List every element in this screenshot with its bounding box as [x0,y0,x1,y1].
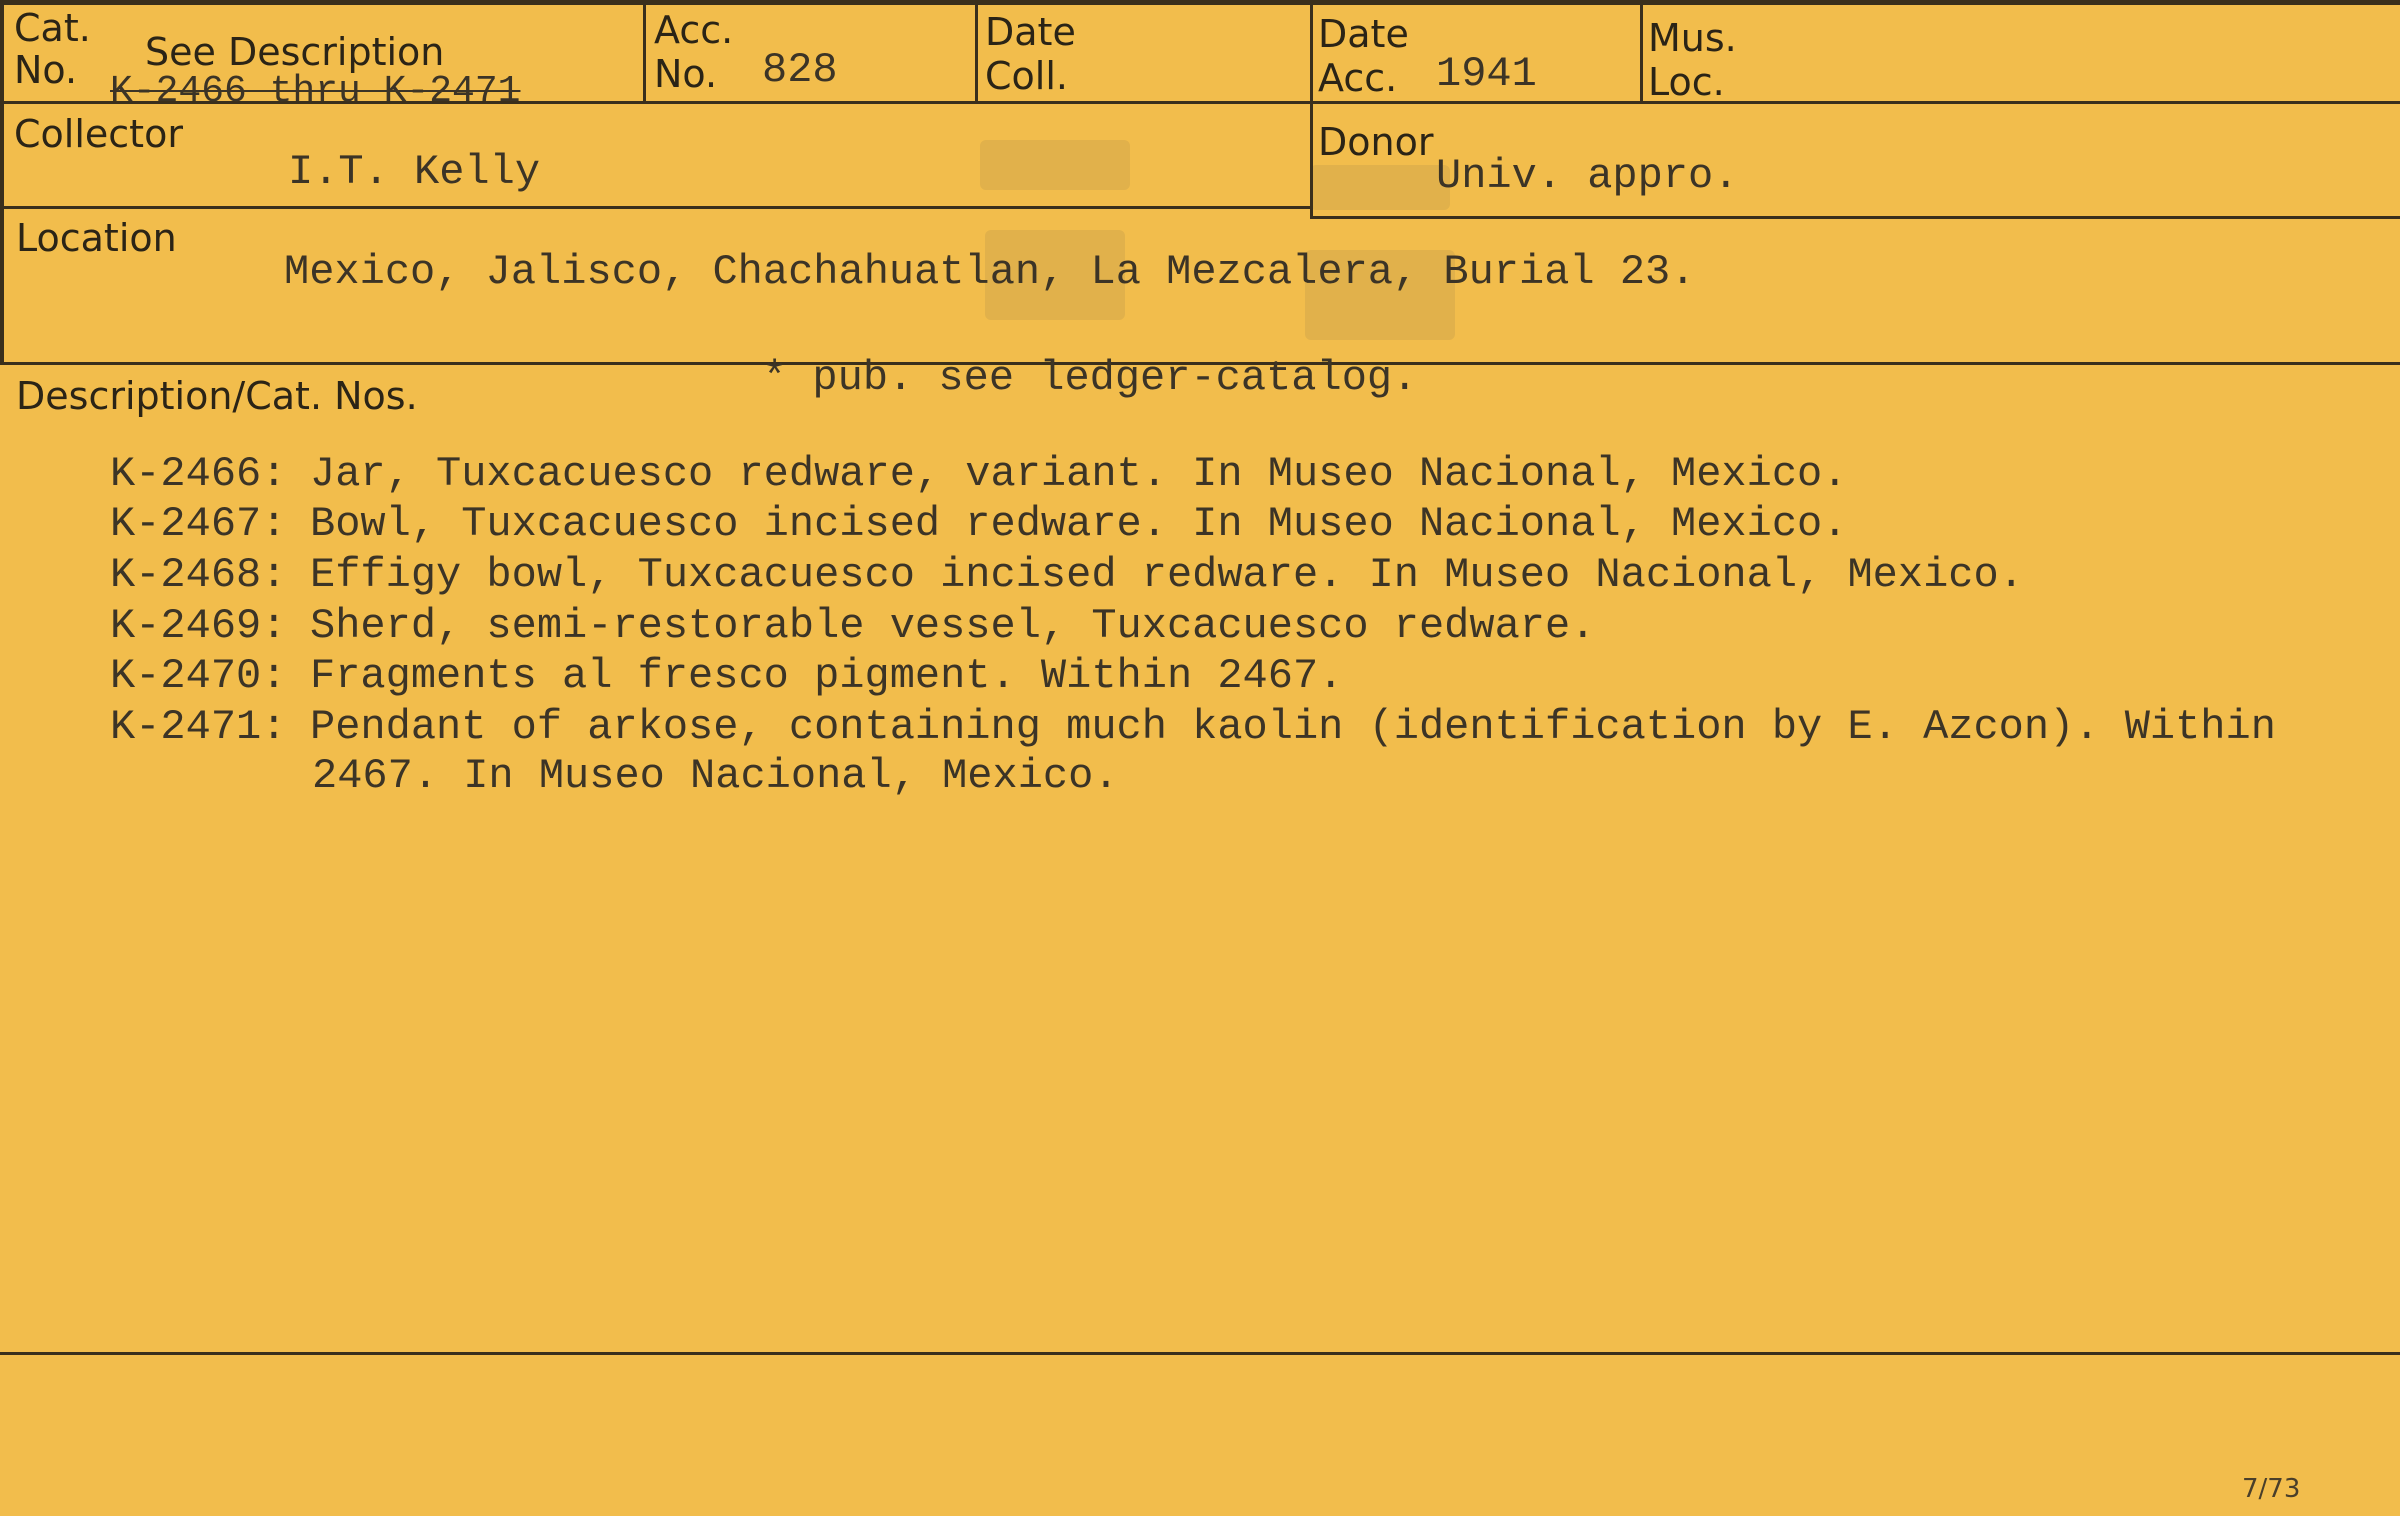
mus-loc-label-top: Mus. [1648,16,1737,60]
entry-number: K-2470: [110,652,287,700]
date-acc-label-top: Date [1318,12,1409,56]
bleed-mark [1310,165,1450,210]
cat-no-value: See Description [145,30,445,74]
left-border [0,0,4,365]
cat-no-label-top: Cat. [14,6,91,50]
entry-text: Sherd, semi-restorable vessel, Tuxcacuesco redware. [310,602,1596,650]
collector-label: Collector [14,112,183,156]
entry-text: Fragments al fresco pigment. Within 2467. [310,652,1344,700]
entry-text: Effigy bowl, Tuxcacuesco incised redware. In Museo Nacional, Mexico. [310,551,2024,599]
description-entry [110,602,1595,650]
entry-text: Jar, Tuxcacuesco redware, variant. In Museo Nacional, Mexico. [310,450,1848,498]
acc-no-value: 828 [762,46,838,94]
description-entry [110,703,2276,751]
mus-loc-label-bottom: Loc. [1648,60,1725,104]
entry-number: K-2469: [110,602,287,650]
entry-number: K-2466: [110,450,287,498]
entry-number: K-2467: [110,500,287,548]
donor-label: Donor [1318,120,1434,164]
top-border [0,0,2400,5]
divider-date-acc [1310,0,1313,218]
footer-rule [0,1352,2400,1355]
description-entry [110,551,2024,599]
divider-date-coll [975,0,978,104]
date-coll-label-bottom: Coll. [985,54,1068,98]
cat-no-struck-range: K-2466 thru K-2471 [110,70,521,113]
divider-mus-loc [1640,0,1643,104]
collector-value: I.T. Kelly [288,148,541,196]
entry-number: K-2468: [110,551,287,599]
date-acc-value: 1941 [1436,50,1537,98]
cat-no-label-bottom: No. [14,48,78,92]
acc-no-label-top: Acc. [654,8,734,52]
acc-no-label-bottom: No. [654,52,718,96]
location-label: Location [16,216,177,260]
description-entry [110,652,1343,700]
bleed-mark [980,140,1130,190]
description-entry [110,450,1847,498]
location-value: Mexico, Jalisco, Chachahuatlan, La Mezcalera, Burial 23. [284,248,1696,296]
pub-note: * pub. see ledger-catalog. [762,354,1418,402]
description-entry [110,500,1847,548]
footer-code: 7/73 [2242,1474,2301,1504]
entry-text: Pendant of arkose, containing much kaolin (identification by E. Azcon). Within [310,703,2276,751]
entry-number: K-2471: [110,703,287,751]
collector-bottom-rule [0,206,1310,209]
divider-acc [643,0,646,104]
entry-text: Bowl, Tuxcacuesco incised redware. In Museo Nacional, Mexico. [310,500,1848,548]
donor-value: Univ. appro. [1436,152,1739,200]
donor-bottom-rule [1310,216,2400,219]
date-acc-label-bottom: Acc. [1318,56,1398,100]
date-coll-label-top: Date [985,10,1076,54]
entry-continuation: 2467. In Museo Nacional, Mexico. [312,752,1119,800]
description-label: Description/Cat. Nos. [16,374,418,418]
